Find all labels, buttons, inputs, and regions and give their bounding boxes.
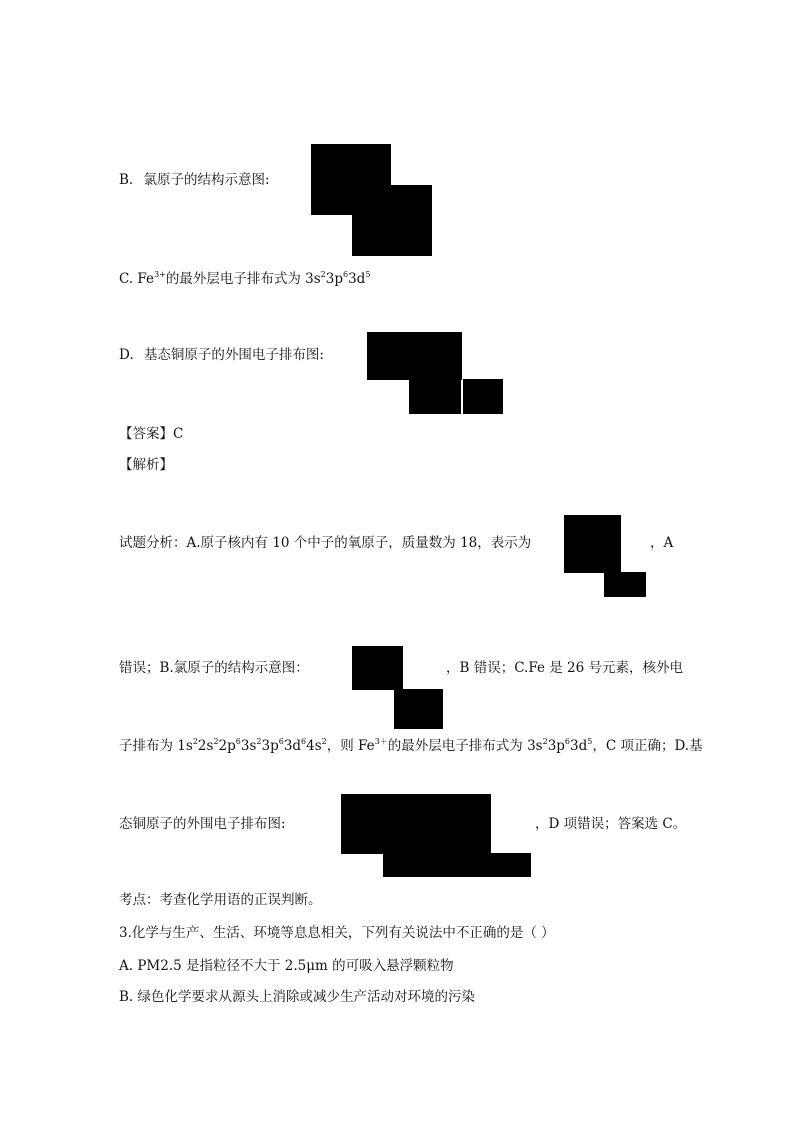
analysis-line-1-tail: ，A <box>650 535 674 551</box>
option-c: C. $Fe^{3+}$的最外层电子排布式为 $3s^23p^63d^5$ <box>119 270 371 287</box>
analysis-label: 【解析】 <box>119 457 173 473</box>
option-b <box>119 170 270 190</box>
analysis-line-3: 子排布为 $1s^22s^22p^63s^23p^63d^64s^2$，则 $Fe^{3+}$的最外层电子排布式为 $3s^23p^63d^5$，C 项正确；D.基 <box>119 737 703 754</box>
chlorine-structure-inline-top <box>352 646 403 690</box>
answer-label: 【答案】 <box>119 426 173 442</box>
option-d <box>119 345 324 365</box>
copper-orbital-image-bottom-left <box>409 379 461 414</box>
copper-orbital-image-bottom-right <box>463 379 503 414</box>
question-3-stem: 3.化学与生产、生活、环境等息息相关，下列有关说法中不正确的是（ ） <box>119 925 555 941</box>
copper-orbital-inline-top <box>341 794 491 854</box>
analysis-line-1: 试题分析：A.原子核内有 10 个中子的氧原子，质量数为 18，表示为 <box>119 535 532 551</box>
question-3-option-b: B. 绿色化学要求从源头上消除或减少生产活动对环境的污染 <box>119 989 476 1005</box>
copper-orbital-image-top <box>367 332 462 380</box>
kaodian: 考点：考查化学用语的正误判断。 <box>119 892 322 908</box>
answer-value: C <box>173 426 184 442</box>
option-d-label: D. <box>119 347 134 363</box>
option-d-text: 基态铜原子的外围电子排布图: <box>143 347 324 363</box>
analysis-line-2: 错误；B.氯原子的结构示意图： <box>119 660 309 676</box>
chlorine-structure-image-bottom <box>352 185 432 256</box>
analysis-line-4-tail: ，D 项错误；答案选 C。 <box>535 816 687 832</box>
analysis-line-2-tail: ，B 错误；C.Fe 是 26 号元素，核外电 <box>446 660 684 676</box>
copper-orbital-inline-bottom-right <box>490 853 531 877</box>
analysis-line-4: 态铜原子的外围电子排布图: <box>119 816 286 832</box>
oxygen-isotope-image-top <box>564 515 621 573</box>
question-3-option-a: A. PM2.5 是指粒径不大于 2.5μm 的可吸入悬浮颗粒物 <box>119 958 454 974</box>
option-b-label: B. <box>119 172 134 188</box>
oxygen-isotope-image-bottom <box>604 572 646 597</box>
answer-line <box>119 424 183 444</box>
copper-orbital-inline-bottom-left <box>383 853 491 877</box>
chlorine-structure-inline-bottom <box>394 689 443 729</box>
option-b-text: 氯原子的结构示意图: <box>143 172 270 188</box>
